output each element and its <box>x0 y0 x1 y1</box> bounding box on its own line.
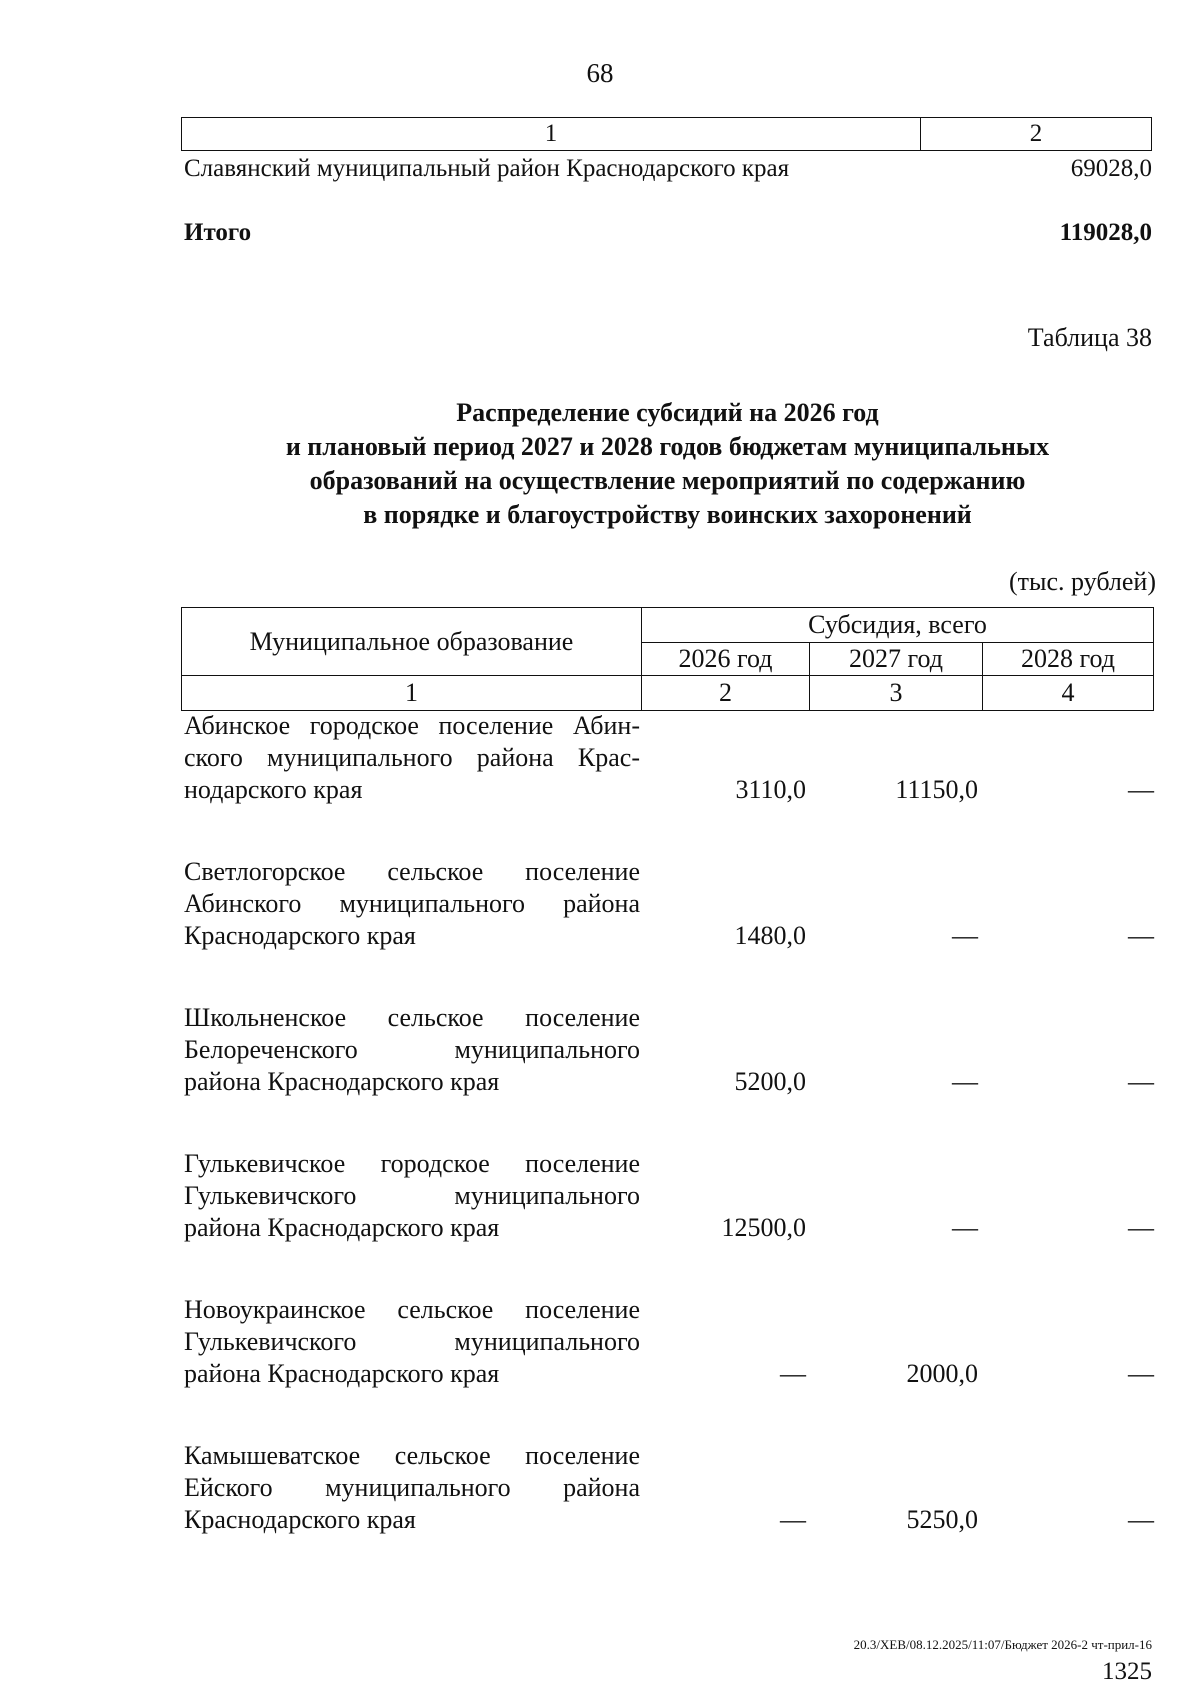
prev-table-total <box>184 219 1152 247</box>
value-2028: — <box>1128 1505 1154 1534</box>
row-municipality <box>184 1002 640 1098</box>
total-value: 119028,0 <box>1059 219 1152 246</box>
col-number-1: 1 <box>182 676 642 711</box>
name-line: Ейского муниципального района <box>184 1473 640 1502</box>
value-2028: — <box>1128 1213 1154 1242</box>
title-line: и плановый период 2027 и 2028 годов бюджетам муниципальных <box>285 432 1050 461</box>
header-subsidy-total: Субсидия, всего <box>642 608 1154 643</box>
table-title <box>180 396 1155 532</box>
table-row <box>184 1440 1154 1536</box>
footer-page-number: 1325 <box>1102 1658 1152 1685</box>
page-number: 68 <box>586 58 614 88</box>
value-2026: 3110,0 <box>735 775 806 804</box>
units-label: (тыс. рублей) <box>1008 567 1156 596</box>
value-2027: 2000,0 <box>906 1359 978 1388</box>
row-municipality <box>184 710 640 806</box>
name-line: Абинского муниципального района <box>184 889 640 918</box>
row-municipality <box>184 1148 640 1244</box>
value-2027: 11150,0 <box>895 775 978 804</box>
name-line: Гулькевичское городское поселение <box>184 1149 640 1178</box>
name-line: Гулькевичского муниципального <box>184 1327 640 1356</box>
col-number-3: 3 <box>810 676 983 711</box>
header-year-2026: 2026 год <box>642 643 810 676</box>
prev-table-row <box>184 155 1152 183</box>
header-year-2027: 2027 год <box>810 643 983 676</box>
name-line: Краснодарского края <box>184 1505 416 1534</box>
value-2028: — <box>1128 1359 1154 1388</box>
name-line: района Краснодарского края <box>184 1359 500 1388</box>
prev-row-value: 69028,0 <box>1070 155 1152 182</box>
value-2027: — <box>952 1213 978 1242</box>
row-municipality <box>184 856 640 952</box>
name-line: Школьненское сельское поселение <box>184 1003 640 1032</box>
value-2028: — <box>1128 921 1154 950</box>
header-year-2028: 2028 год <box>983 643 1154 676</box>
table-row <box>184 856 1154 952</box>
subsidy-table-header <box>181 607 1154 711</box>
name-line: района Краснодарского края <box>184 1213 500 1242</box>
value-2026: 5200,0 <box>734 1067 806 1096</box>
header-municipality: Муниципальное образование <box>182 608 642 676</box>
value-2026: — <box>780 1505 806 1534</box>
subsidy-table-body <box>184 710 1154 1586</box>
col-number-2: 2 <box>642 676 810 711</box>
name-line: нодарского края <box>184 775 363 804</box>
value-2027: — <box>952 921 978 950</box>
value-2027: — <box>952 1067 978 1096</box>
table-number: Таблица 38 <box>1027 323 1152 352</box>
title-line: образований на осуществление мероприятий по содержанию <box>309 466 1026 495</box>
value-2026: 1480,0 <box>734 921 806 950</box>
row-municipality <box>184 1440 640 1536</box>
title-line: в порядке и благоустройству воинских захоронений <box>363 500 972 529</box>
prev-col-2-number: 2 <box>921 118 1152 151</box>
value-2027: 5250,0 <box>906 1505 978 1534</box>
name-line: Абинское городское поселение Абин- <box>184 711 640 740</box>
table-row <box>184 1294 1154 1390</box>
table-row <box>184 1148 1154 1244</box>
previous-table-header <box>181 117 1152 151</box>
name-line: Новоукраинское сельское поселение <box>184 1295 640 1324</box>
name-line: Белореченского муниципального <box>184 1035 640 1064</box>
name-line: Гулькевичского муниципального <box>184 1181 640 1210</box>
document-code: 20.3/ХЕВ/08.12.2025/11:07/Бюджет 2026-2 чт-прил-16 <box>853 1637 1152 1652</box>
prev-col-1-number: 1 <box>182 118 921 151</box>
name-line: ского муниципального района Крас- <box>184 743 640 772</box>
row-municipality <box>184 1294 640 1390</box>
name-line: района Краснодарского края <box>184 1067 500 1096</box>
total-label: Итого <box>184 219 252 246</box>
value-2028: — <box>1128 1067 1154 1096</box>
value-2026: 12500,0 <box>721 1213 806 1242</box>
name-line: Краснодарского края <box>184 921 416 950</box>
value-2028: — <box>1128 775 1154 804</box>
name-line: Светлогорское сельское поселение <box>184 857 640 886</box>
value-2026: — <box>780 1359 806 1388</box>
col-number-4: 4 <box>983 676 1154 711</box>
table-row <box>184 710 1154 806</box>
title-line: Распределение субсидий на 2026 год <box>456 398 879 427</box>
prev-row-name: Славянский муниципальный район Краснодарского края <box>184 155 790 182</box>
table-row <box>184 1002 1154 1098</box>
name-line: Камышеватское сельское поселение <box>184 1441 640 1470</box>
